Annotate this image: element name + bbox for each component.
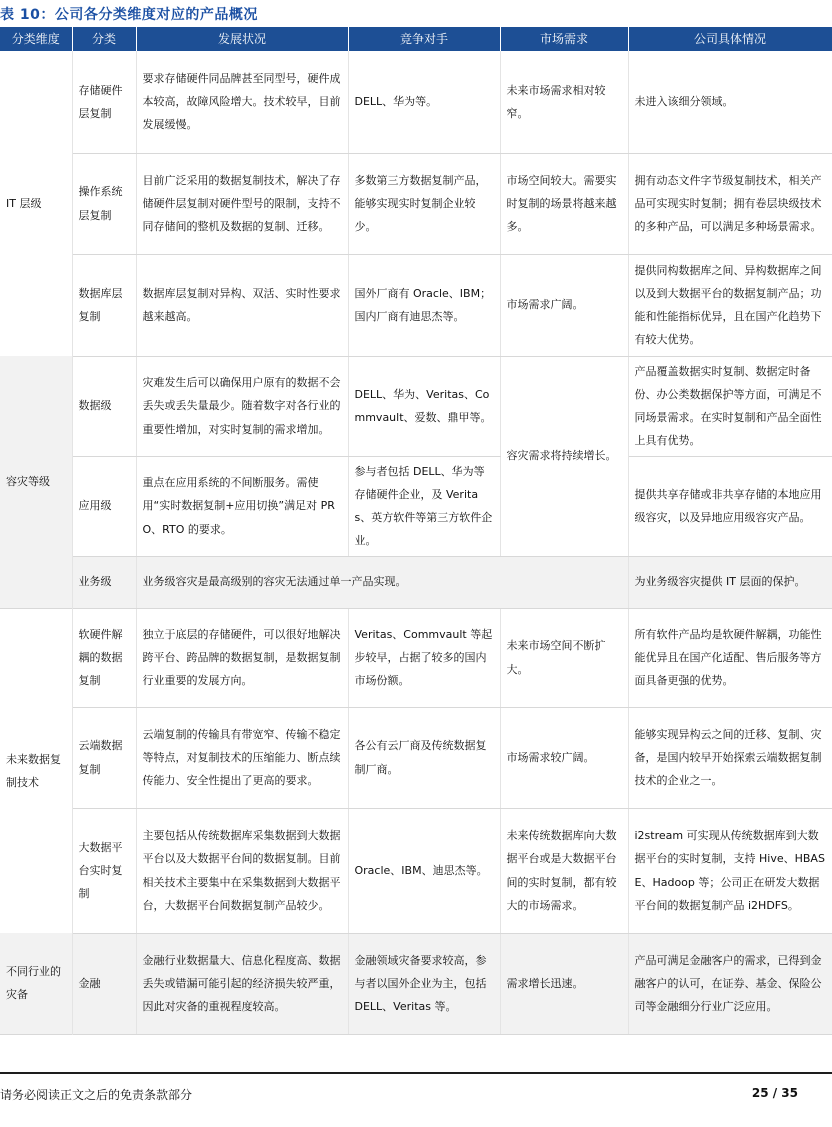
competitors-cell: DELL、华为等。 <box>348 51 500 153</box>
category-cell: 大数据平台实时复制 <box>72 808 136 933</box>
category-cell: 数据库层复制 <box>72 254 136 356</box>
dimension-cell: 未来数据复制技术 <box>0 608 72 933</box>
category-cell: 金融 <box>72 933 136 1034</box>
footer-divider <box>0 1072 832 1074</box>
table-row <box>0 153 832 254</box>
market-cell: 市场需求较广阔。 <box>500 707 628 808</box>
market-cell: 容灾需求将持续增长。 <box>500 356 628 556</box>
header-category: 分类 <box>72 27 136 51</box>
dimension-cell: IT 层级 <box>0 51 72 356</box>
development-cell: 目前广泛采用的数据复制技术，解决了存储硬件层复制对硬件型号的限制，支持不同存储间的整机及数据的复制、迁移。 <box>136 153 348 254</box>
category-cell: 数据级 <box>72 356 136 456</box>
development-cell: 云端复制的传输具有带宽窄、传输不稳定等特点，对复制技术的压缩能力、断点续传能力、安全性提出了更高的要求。 <box>136 707 348 808</box>
competitors-cell: Oracle、IBM、迪思杰等。 <box>348 808 500 933</box>
header-dimension: 分类维度 <box>0 27 72 51</box>
product-overview-table <box>0 27 832 1035</box>
competitors-cell: 各公有云厂商及传统数据复制厂商。 <box>348 707 500 808</box>
group-industry-dr <box>0 933 832 1034</box>
development-cell: 金融行业数据量大、信息化程度高、数据丢失或错漏可能引起的经济损失较严重，因此对灾备的重视程度较高。 <box>136 933 348 1034</box>
competitors-cell: 国外厂商有 Oracle、IBM；国内厂商有迪思杰等。 <box>348 254 500 356</box>
header-row <box>0 27 832 51</box>
company-cell: 产品可满足金融客户的需求，已得到金融客户的认可，在证券、基金、保险公司等金融细分行业广泛应用。 <box>628 933 832 1034</box>
company-cell: 为业务级容灾提供 IT 层面的保护。 <box>628 556 832 608</box>
category-cell: 业务级 <box>72 556 136 608</box>
development-cell: 灾难发生后可以确保用户原有的数据不会丢失或丢失量最少。随着数字对各行业的重要性增加，对实时复制的需求增加。 <box>136 356 348 456</box>
header-market: 市场需求 <box>500 27 628 51</box>
company-cell: 拥有动态文件字节级复制技术，相关产品可实现实时复制；拥有卷层块级技术的多种产品，可以满足多种场景需求。 <box>628 153 832 254</box>
company-cell: i2stream 可实现从传统数据库到大数据平台的实时复制，支持 Hive、HBASE、Hadoop 等；公司正在研发大数据平台间的数据复制产品 i2HDFS。 <box>628 808 832 933</box>
dimension-cell: 不同行业的灾备 <box>0 933 72 1034</box>
group-future-tech <box>0 608 832 933</box>
table-row <box>0 254 832 356</box>
market-cell: 未来市场需求相对较窄。 <box>500 51 628 153</box>
group-it-level <box>0 51 832 356</box>
competitors-cell: DELL、华为、Veritas、Commvault、爱数、鼎甲等。 <box>348 356 500 456</box>
page-number: 25 / 35 <box>751 1086 798 1100</box>
category-cell: 软硬件解耦的数据复制 <box>72 608 136 707</box>
company-cell: 提供同构数据库之间、异构数据库之间以及到大数据平台的数据复制产品；功能和性能指标优异，且在国产化趋势下有较大优势。 <box>628 254 832 356</box>
category-cell: 云端数据复制 <box>72 707 136 808</box>
market-cell: 未来市场空间不断扩大。 <box>500 608 628 707</box>
development-cell: 数据库层复制对异构、双活、实时性要求越来越高。 <box>136 254 348 356</box>
market-cell: 未来传统数据库向大数据平台或是大数据平台间的实时复制，都有较大的市场需求。 <box>500 808 628 933</box>
development-cell: 重点在应用系统的不间断服务。需使用“实时数据复制+应用切换”满足对 PRO、RTO 的要求。 <box>136 456 348 556</box>
company-cell: 提供共享存储或非共享存储的本地应用级容灾，以及异地应用级容灾产品。 <box>628 456 832 556</box>
table-row <box>0 51 832 153</box>
table-row <box>0 808 832 933</box>
competitors-cell: Veritas、Commvault 等起步较早，占据了较多的国内市场份额。 <box>348 608 500 707</box>
table-row <box>0 933 832 1034</box>
competitors-cell: 多数第三方数据复制产品，能够实现实时复制企业较少。 <box>348 153 500 254</box>
table-title: 表 10：公司各分类维度对应的产品概况 <box>0 7 258 23</box>
category-cell: 存储硬件层复制 <box>72 51 136 153</box>
competitors-cell: 金融领域灾备要求较高，参与者以国外企业为主，包括 DELL、Veritas 等。 <box>348 933 500 1034</box>
company-cell: 未进入该细分领域。 <box>628 51 832 153</box>
market-cell: 市场需求广阔。 <box>500 254 628 356</box>
company-cell: 所有软件产品均是软硬件解耦，功能性能优异且在国产化适配、售后服务等方面具备更强的优势。 <box>628 608 832 707</box>
dimension-cell: 容灾等级 <box>0 356 72 608</box>
group-dr-level <box>0 356 832 608</box>
header-competitors: 竞争对手 <box>348 27 500 51</box>
table-row <box>0 356 832 456</box>
company-cell: 产品覆盖数据实时复制、数据定时备份、办公类数据保护等方面，可满足不同场景需求。在实时复制和产品全面性上具有优势。 <box>628 356 832 456</box>
competitors-cell: 参与者包括 DELL、华为等存储硬件企业，及 Veritas、英方软件等第三方软件企业。 <box>348 456 500 556</box>
header-company: 公司具体情况 <box>628 27 832 51</box>
category-cell: 操作系统层复制 <box>72 153 136 254</box>
market-cell: 市场空间较大。需要实时复制的场景将越来越多。 <box>500 153 628 254</box>
table-row <box>0 707 832 808</box>
development-cell: 要求存储硬件同品牌甚至同型号，硬件成本较高，故障风险增大。技术较早，目前发展缓慢。 <box>136 51 348 153</box>
development-cell: 主要包括从传统数据库采集数据到大数据平台以及大数据平台间的数据复制。目前相关技术主要集中在采集数据到大数据平台，大数据平台间数据复制产品较少。 <box>136 808 348 933</box>
header-development: 发展状况 <box>136 27 348 51</box>
table-row <box>0 456 832 556</box>
category-cell: 应用级 <box>72 456 136 556</box>
development-cell: 独立于底层的存储硬件，可以很好地解决跨平台、跨品牌的数据复制，是数据复制行业重要的发展方向。 <box>136 608 348 707</box>
company-cell: 能够实现异构云之间的迁移、复制、灾备，是国内较早开始探索云端数据复制技术的企业之一。 <box>628 707 832 808</box>
table-row <box>0 608 832 707</box>
market-cell: 需求增长迅速。 <box>500 933 628 1034</box>
footer-disclaimer: 请务必阅读正文之后的免责条款部分 <box>0 1088 193 1102</box>
table-row <box>0 556 832 608</box>
development-cell: 业务级容灾是最高级别的容灾无法通过单一产品实现。 <box>136 556 628 608</box>
